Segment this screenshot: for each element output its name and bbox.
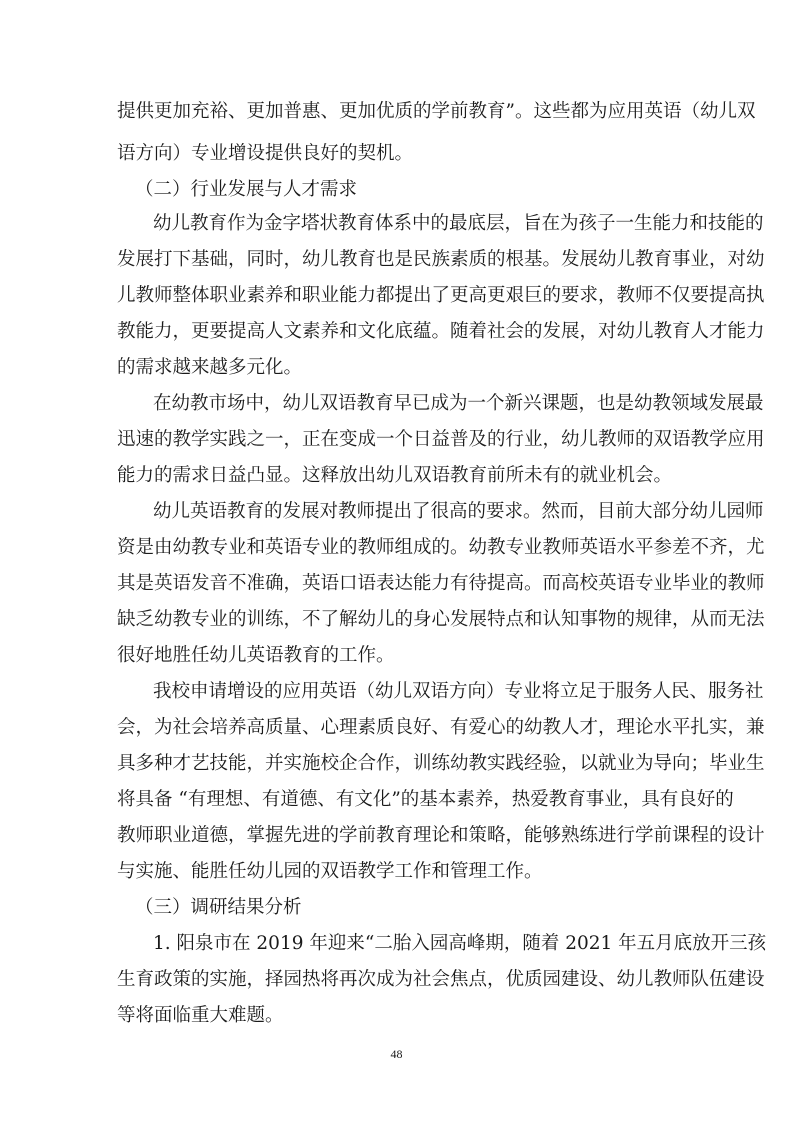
body-text-line: 很好地胜任幼儿英语教育的工作。 bbox=[117, 645, 395, 666]
body-text-line: 资是由幼教专业和英语专业的教师组成的。幼教专业教师英语水平参差不齐，尤 bbox=[117, 537, 765, 558]
body-text-line: 缺乏幼教专业的训练，不了解幼儿的身心发展特点和认知事物的规律，从而无法 bbox=[117, 609, 765, 630]
paragraph-first-line: 幼儿英语教育的发展对教师提出了很高的要求。然而，目前大部分幼儿园师 bbox=[153, 501, 764, 522]
section-heading: （二）行业发展与人才需求 bbox=[135, 179, 358, 200]
body-text-line: 教师职业道德，掌握先进的学前教育理论和策略，能够熟练进行学前课程的设计 bbox=[117, 825, 765, 846]
body-text-line: 提供更加充裕、更加普惠、更加优质的学前教育”。这些都为应用英语（幼儿双 bbox=[117, 101, 756, 122]
paragraph-first-line: 在幼教市场中，幼儿双语教育早已成为一个新兴课题，也是幼教领域发展最 bbox=[153, 393, 764, 414]
body-text-line: 具多种才艺技能，并实施校企合作，训练幼教实践经验，以就业为导向；毕业生 bbox=[117, 753, 765, 774]
paragraph-first-line: 我校申请增设的应用英语（幼儿双语方向）专业将立足于服务人民、服务社 bbox=[153, 681, 764, 702]
body-text-line: 儿教师整体职业素养和职业能力都提出了更高更艰巨的要求，教师不仅要提高执 bbox=[117, 285, 765, 306]
body-text-line: 语方向）专业增设提供良好的契机。 bbox=[117, 143, 414, 164]
paragraph-first-line: 幼儿教育作为金字塔状教育体系中的最底层，旨在为孩子一生能力和技能的 bbox=[153, 213, 764, 234]
body-text-line: 能力的需求日益凸显。这释放出幼儿双语教育前所未有的就业机会。 bbox=[117, 465, 673, 486]
body-text-line: 的需求越来越多元化。 bbox=[117, 357, 303, 378]
body-text-line: 会，为社会培养高质量、心理素质良好、有爱心的幼教人才，理论水平扎实，兼 bbox=[117, 717, 765, 738]
body-text-line: 生育政策的实施，择园热将再次成为社会焦点，优质园建设、幼儿教师队伍建设 bbox=[117, 969, 765, 990]
section-heading: （三）调研结果分析 bbox=[135, 897, 302, 918]
body-text-line: 其是英语发音不准确，英语口语表达能力有待提高。而高校英语专业毕业的教师 bbox=[117, 573, 765, 594]
paragraph-first-line: 1. 阳泉市在 2019 年迎来“二胎入园高峰期，随着 2021 年五月底放开三孩 bbox=[153, 933, 767, 954]
body-text-line: 与实施、能胜任幼儿园的双语教学工作和管理工作。 bbox=[117, 861, 543, 882]
body-text-line: 发展打下基础，同时，幼儿教育也是民族素质的根基。发展幼儿教育事业，对幼 bbox=[117, 249, 765, 270]
body-text-line: 等将面临重大难题。 bbox=[117, 1005, 284, 1026]
body-text-line: 将具备 “有理想、有道德、有文化”的基本素养，热爱教育事业，具有良好的 bbox=[117, 789, 734, 810]
page-number: 48 bbox=[390, 1047, 403, 1061]
body-text-line: 迅速的教学实践之一，正在变成一个日益普及的行业，幼儿教师的双语教学应用 bbox=[117, 429, 765, 450]
body-text-line: 教能力，更要提高人文素养和文化底蕴。随着社会的发展，对幼儿教育人才能力 bbox=[117, 321, 765, 342]
